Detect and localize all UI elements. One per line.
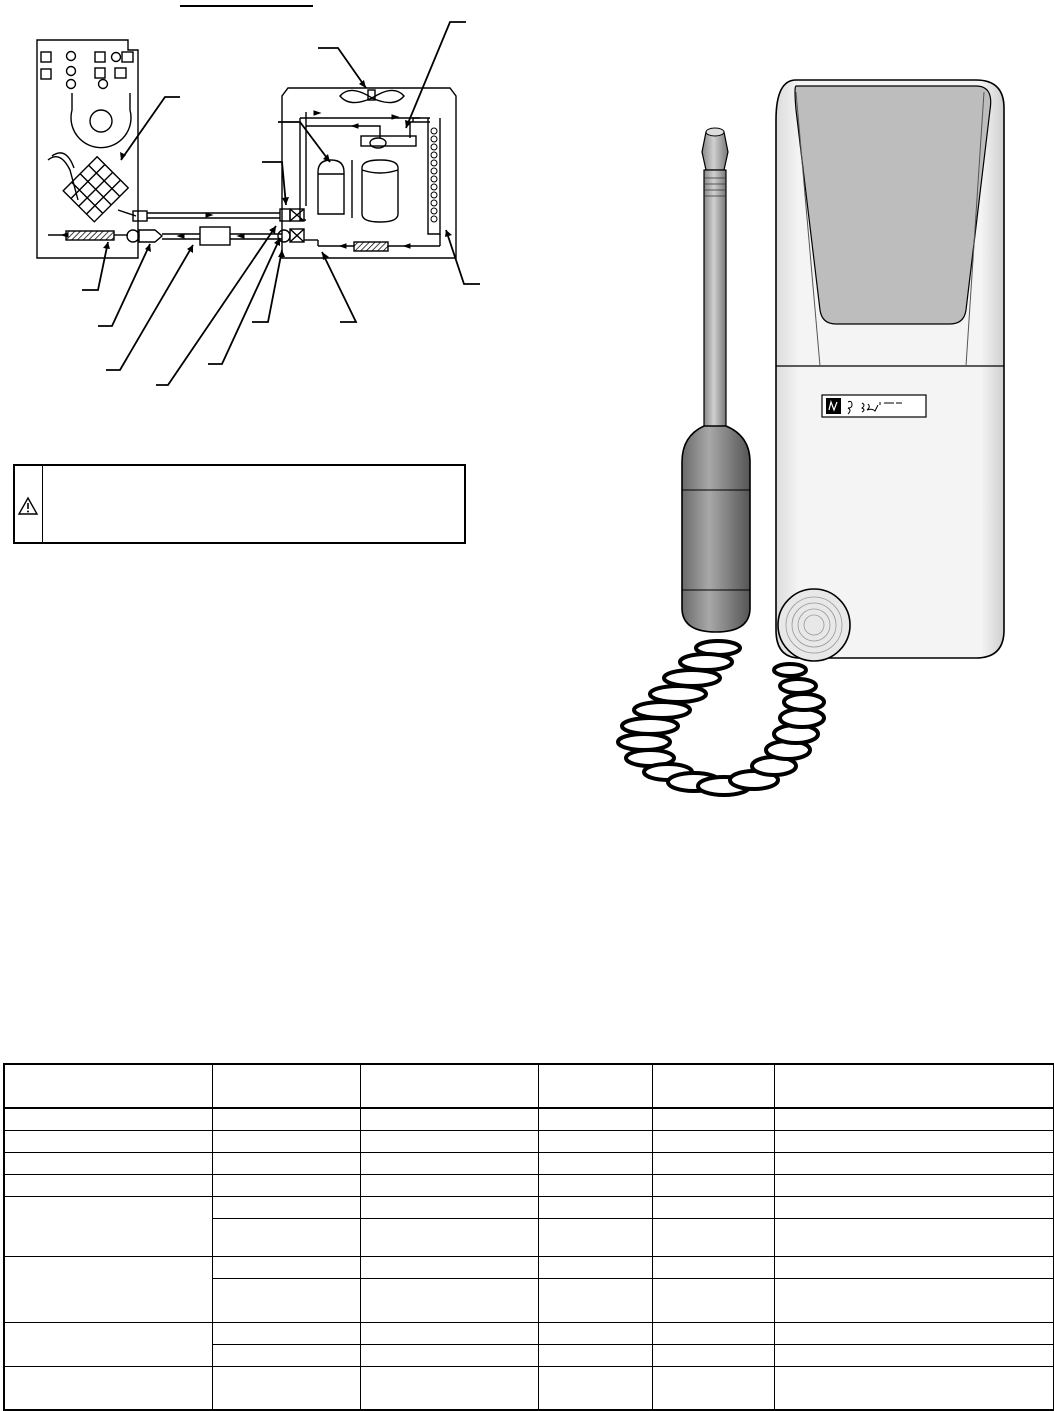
table-cell bbox=[538, 1174, 652, 1196]
table-cell bbox=[774, 1152, 1054, 1174]
table-cell bbox=[652, 1278, 774, 1322]
table-cell bbox=[212, 1256, 360, 1278]
table-cell bbox=[4, 1322, 212, 1366]
table-cell bbox=[774, 1218, 1054, 1256]
table-cell bbox=[774, 1256, 1054, 1278]
table-cell bbox=[774, 1130, 1054, 1152]
table-cell bbox=[652, 1130, 774, 1152]
table-row bbox=[4, 1130, 1054, 1152]
table-row bbox=[4, 1174, 1054, 1196]
table-cell bbox=[652, 1196, 774, 1218]
table-cell bbox=[538, 1152, 652, 1174]
table-cell bbox=[360, 1130, 538, 1152]
table-row bbox=[4, 1366, 1054, 1410]
table-cell bbox=[4, 1130, 212, 1152]
column-header bbox=[538, 1064, 652, 1108]
table-cell bbox=[360, 1218, 538, 1256]
table-cell bbox=[538, 1130, 652, 1152]
table-cell bbox=[360, 1366, 538, 1410]
table-cell bbox=[212, 1218, 360, 1256]
column-header bbox=[4, 1064, 212, 1108]
table-cell bbox=[212, 1344, 360, 1366]
table-cell bbox=[774, 1278, 1054, 1322]
table-cell bbox=[538, 1344, 652, 1366]
table-cell bbox=[212, 1322, 360, 1344]
table-cell bbox=[652, 1174, 774, 1196]
table-cell bbox=[4, 1174, 212, 1196]
table-cell bbox=[652, 1152, 774, 1174]
table-row bbox=[4, 1256, 1054, 1278]
table-cell bbox=[212, 1108, 360, 1130]
table-cell bbox=[774, 1196, 1054, 1218]
table-cell bbox=[360, 1322, 538, 1344]
column-header bbox=[212, 1064, 360, 1108]
table-cell bbox=[360, 1196, 538, 1218]
table-cell bbox=[538, 1108, 652, 1130]
table-cell bbox=[652, 1256, 774, 1278]
table-row bbox=[4, 1196, 1054, 1218]
table-cell bbox=[652, 1322, 774, 1344]
table-cell bbox=[538, 1278, 652, 1322]
table-cell bbox=[774, 1322, 1054, 1344]
table-cell bbox=[4, 1256, 212, 1322]
table-cell bbox=[538, 1196, 652, 1218]
table-cell bbox=[652, 1344, 774, 1366]
column-header bbox=[774, 1064, 1054, 1108]
table-cell bbox=[360, 1256, 538, 1278]
caution-box bbox=[13, 464, 466, 544]
table-cell bbox=[212, 1196, 360, 1218]
table-cell bbox=[652, 1218, 774, 1256]
refrigeration-schematic bbox=[0, 0, 500, 400]
table-header-row bbox=[4, 1064, 1054, 1108]
table-cell bbox=[212, 1366, 360, 1410]
table-cell bbox=[212, 1130, 360, 1152]
table-cell bbox=[774, 1174, 1054, 1196]
table-cell bbox=[652, 1366, 774, 1410]
caution-icon-column bbox=[15, 466, 43, 542]
table-cell bbox=[4, 1108, 212, 1130]
table-cell bbox=[538, 1322, 652, 1344]
table-row bbox=[4, 1108, 1054, 1130]
table-row bbox=[4, 1152, 1054, 1174]
table-cell bbox=[652, 1108, 774, 1130]
table-cell bbox=[538, 1218, 652, 1256]
table-cell bbox=[774, 1108, 1054, 1130]
table-cell bbox=[538, 1256, 652, 1278]
table-cell bbox=[360, 1152, 538, 1174]
spec-table bbox=[3, 1063, 1054, 1411]
leak-detector-illustration bbox=[600, 70, 1020, 820]
table-cell bbox=[774, 1344, 1054, 1366]
table-cell bbox=[4, 1366, 212, 1410]
table-cell bbox=[4, 1196, 212, 1256]
table-cell bbox=[360, 1108, 538, 1130]
column-header bbox=[360, 1064, 538, 1108]
column-header bbox=[652, 1064, 774, 1108]
table-row bbox=[4, 1322, 1054, 1344]
warning-triangle-icon bbox=[17, 496, 39, 516]
table-cell bbox=[538, 1366, 652, 1410]
table-cell bbox=[4, 1152, 212, 1174]
table-cell bbox=[360, 1278, 538, 1322]
table-cell bbox=[212, 1152, 360, 1174]
table-cell bbox=[212, 1278, 360, 1322]
table-cell bbox=[774, 1366, 1054, 1410]
table-cell bbox=[360, 1174, 538, 1196]
table-cell bbox=[212, 1174, 360, 1196]
table-cell bbox=[360, 1344, 538, 1366]
